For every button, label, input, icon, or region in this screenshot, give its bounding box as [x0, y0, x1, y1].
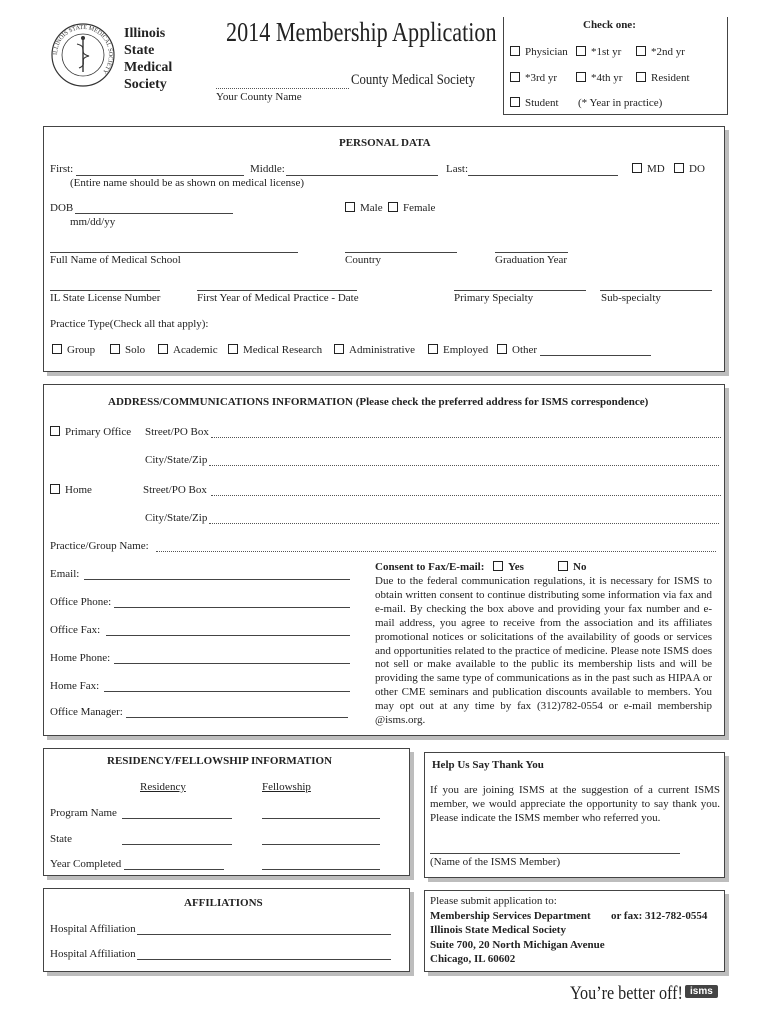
dob-field[interactable]: [75, 213, 233, 214]
thank-you-title: Help Us Say Thank You: [432, 759, 544, 771]
graduation-year-field[interactable]: [495, 252, 568, 253]
practice-administrative[interactable]: Administrative: [334, 344, 415, 356]
office-phone-label: Office Phone:: [50, 596, 112, 608]
graduation-year-label: Graduation Year: [495, 254, 568, 266]
check-male[interactable]: Male: [345, 202, 383, 214]
entire-name-note: (Entire name should be as shown on medical license): [70, 177, 304, 189]
fellowship-state-field[interactable]: [262, 844, 380, 845]
county-name-field[interactable]: [216, 88, 349, 89]
middle-name-field[interactable]: [286, 175, 438, 176]
home-street-field[interactable]: [211, 495, 721, 496]
consent-no[interactable]: No: [558, 561, 586, 573]
hospital-affiliation-label-1: Hospital Affiliation: [50, 923, 136, 935]
state-label: State: [50, 833, 72, 845]
office-street-label: Street/PO Box: [145, 426, 209, 438]
checkbox[interactable]: [50, 426, 60, 436]
checkbox[interactable]: [510, 97, 520, 107]
page-title: 2014 Membership Application: [226, 17, 497, 47]
checkbox[interactable]: [576, 46, 586, 56]
first-name-field[interactable]: [76, 175, 244, 176]
hospital-affiliation-field-2[interactable]: [137, 959, 391, 960]
check-one-title: Check one:: [583, 19, 636, 31]
last-name-field[interactable]: [468, 175, 618, 176]
fellowship-program-field[interactable]: [262, 818, 380, 819]
residency-program-field[interactable]: [122, 818, 232, 819]
consent-label: Consent to Fax/E-mail:: [375, 561, 485, 573]
submit-fax: or fax: 312-782-0554: [611, 910, 708, 922]
check-md[interactable]: MD: [632, 163, 665, 175]
dob-label: DOB: [50, 202, 74, 214]
checkbox[interactable]: [158, 344, 168, 354]
office-manager-label: Office Manager:: [50, 706, 123, 718]
submit-line-2: Membership Services Department: [430, 910, 591, 922]
home-city-field[interactable]: [209, 523, 719, 524]
program-name-label: Program Name: [50, 807, 117, 819]
check-female[interactable]: Female: [388, 202, 435, 214]
check-physician[interactable]: Physician: [510, 46, 568, 58]
check-home[interactable]: Home: [50, 484, 92, 496]
check-primary-office[interactable]: Primary Office: [50, 426, 131, 438]
checkbox[interactable]: [345, 202, 355, 212]
seal-text: ILLINOIS STATE MEDICAL SOCIETY: [52, 24, 114, 75]
check-1st-yr[interactable]: *1st yr: [576, 46, 621, 58]
office-city-field[interactable]: [209, 465, 719, 466]
checkbox[interactable]: [50, 484, 60, 494]
logo-line-2: State: [124, 43, 155, 58]
personal-data-title: PERSONAL DATA: [339, 137, 431, 149]
fellowship-year-field[interactable]: [262, 869, 380, 870]
country-label: Country: [345, 254, 382, 266]
residency-state-field[interactable]: [122, 844, 232, 845]
home-fax-label: Home Fax:: [50, 680, 100, 692]
primary-specialty-label: Primary Specialty: [454, 292, 534, 304]
checkbox[interactable]: [632, 163, 642, 173]
checkbox[interactable]: [497, 344, 507, 354]
first-year-practice-field[interactable]: [197, 290, 357, 291]
practice-other-field[interactable]: [540, 355, 651, 356]
home-city-label: City/State/Zip: [145, 512, 208, 524]
office-city-label: City/State/Zip: [145, 454, 208, 466]
practice-solo[interactable]: Solo: [110, 344, 145, 356]
checkbox[interactable]: [576, 72, 586, 82]
hospital-affiliation-label-2: Hospital Affiliation: [50, 948, 136, 960]
home-phone-label: Home Phone:: [50, 652, 111, 664]
practice-academic[interactable]: Academic: [158, 344, 218, 356]
office-fax-field[interactable]: [106, 635, 350, 636]
middle-name-label: Middle:: [250, 163, 285, 175]
sub-specialty-label: Sub-specialty: [601, 292, 661, 304]
year-completed-label: Year Completed: [50, 858, 122, 870]
submit-line-3: Illinois State Medical Society: [430, 924, 566, 936]
checkbox[interactable]: [493, 561, 503, 571]
affiliations-title: AFFILIATIONS: [184, 897, 263, 909]
medical-school-field[interactable]: [50, 252, 298, 253]
checkbox[interactable]: [388, 202, 398, 212]
checkbox[interactable]: [510, 72, 520, 82]
submit-line-4: Suite 700, 20 North Michigan Avenue: [430, 939, 605, 951]
isms-seal: [50, 22, 116, 88]
check-student[interactable]: Student: [510, 97, 559, 109]
checkbox[interactable]: [110, 344, 120, 354]
residency-title: RESIDENCY/FELLOWSHIP INFORMATION: [107, 755, 333, 767]
check-3rd-yr[interactable]: *3rd yr: [510, 72, 557, 84]
address-title: ADDRESS/COMMUNICATIONS INFORMATION (Please check the preferred address for ISMS correspondence): [108, 396, 649, 408]
practice-employed[interactable]: Employed: [428, 344, 488, 356]
office-street-field[interactable]: [211, 437, 721, 438]
home-fax-field[interactable]: [104, 691, 350, 692]
practice-medical-research[interactable]: Medical Research: [228, 344, 322, 356]
logo-line-4: Society: [124, 77, 167, 92]
check-2nd-yr[interactable]: *2nd yr: [636, 46, 685, 58]
home-phone-field[interactable]: [114, 663, 350, 664]
checkbox[interactable]: [510, 46, 520, 56]
thank-you-text: If you are joining ISMS at the suggestion of a current ISMS member, we would appreciate the opportunity to say thank you. Please indicate the ISMS member who referred you.: [430, 784, 720, 824]
checkbox[interactable]: [428, 344, 438, 354]
country-field[interactable]: [345, 252, 457, 253]
check-do[interactable]: DO: [674, 163, 705, 175]
hospital-affiliation-field-1[interactable]: [137, 934, 391, 935]
referring-member-field[interactable]: [430, 853, 680, 854]
submit-line-1: Please submit application to:: [430, 895, 557, 907]
check-resident[interactable]: Resident: [636, 72, 690, 84]
medical-school-label: Full Name of Medical School: [50, 254, 181, 266]
your-county-name-label: Your County Name: [216, 91, 302, 103]
year-in-practice-note: (* Year in practice): [578, 97, 663, 109]
referring-member-label: (Name of the ISMS Member): [430, 856, 561, 868]
home-street-label: Street/PO Box: [143, 484, 207, 496]
submit-line-5: Chicago, IL 60602: [430, 953, 516, 965]
office-manager-field[interactable]: [126, 717, 348, 718]
checkbox[interactable]: [228, 344, 238, 354]
check-4th-yr[interactable]: *4th yr: [576, 72, 622, 84]
checkbox[interactable]: [334, 344, 344, 354]
logo-line-1: Illinois: [124, 26, 166, 41]
logo-line-3: Medical: [124, 60, 173, 75]
consent-yes[interactable]: Yes: [493, 561, 524, 573]
license-number-label: IL State License Number: [50, 292, 161, 304]
residency-year-field[interactable]: [124, 869, 224, 870]
checkbox[interactable]: [636, 72, 646, 82]
practice-other[interactable]: Other: [497, 344, 537, 356]
checkbox[interactable]: [674, 163, 684, 173]
office-fax-label: Office Fax:: [50, 624, 101, 636]
last-name-label: Last:: [446, 163, 468, 175]
isms-badge: isms: [685, 985, 718, 998]
practice-group[interactable]: Group: [52, 344, 95, 356]
personal-data-panel: [43, 126, 725, 372]
practice-type-label: Practice Type(Check all that apply):: [50, 318, 209, 330]
residency-header: Residency: [140, 781, 186, 793]
office-phone-field[interactable]: [114, 607, 350, 608]
practice-group-name-label: Practice/Group Name:: [50, 540, 149, 552]
primary-specialty-field[interactable]: [454, 290, 586, 291]
checkbox[interactable]: [558, 561, 568, 571]
first-name-label: First:: [50, 163, 74, 175]
checkbox[interactable]: [636, 46, 646, 56]
first-year-practice-label: First Year of Medical Practice - Date: [197, 292, 359, 304]
county-medical-society-label: County Medical Society: [351, 72, 475, 88]
consent-text: Due to the federal communication regulations, it is necessary for ISMS to obtain written consent to continue distributing some information via fax and e-mail. By checking the box above and providing your fax number and e-mail address, you agree to receive from the association and its affiliates promotional notices or solicitations of the availability of goods or services and opportunities related to the practice of medicine. Please note ISMS does not sell or make available to the public its membership lists and will be providing the same type of communications as in the past such as HIPAA or other CME seminars and publication discounts available to members. You may opt out at any time by fax (312)782-0554 or e-mail membership @isms.org.: [375, 575, 712, 727]
license-number-field[interactable]: [50, 290, 160, 291]
checkbox[interactable]: [52, 344, 62, 354]
tagline: You’re better off!: [570, 983, 683, 1004]
email-field[interactable]: [84, 579, 350, 580]
email-label: Email:: [50, 568, 80, 580]
sub-specialty-field[interactable]: [600, 290, 712, 291]
fellowship-header: Fellowship: [262, 781, 311, 793]
practice-group-name-field[interactable]: [156, 551, 716, 552]
dob-format: mm/dd/yy: [70, 216, 116, 228]
